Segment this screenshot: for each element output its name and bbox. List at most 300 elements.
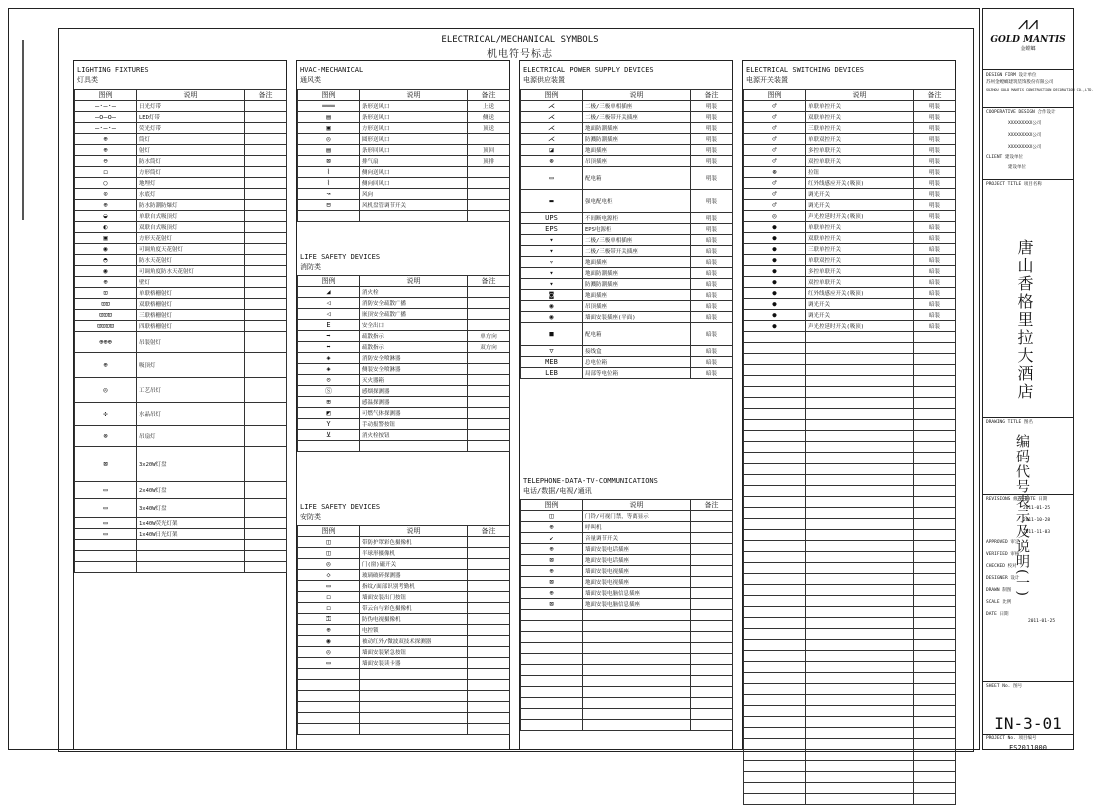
remark-header: 备注: [468, 526, 510, 537]
symbol-description: 侧向送风口: [360, 167, 468, 178]
table-row: [298, 603, 510, 614]
empty-cell: [914, 794, 956, 805]
title-block: [982, 8, 1093, 752]
symbol-icon: ●: [744, 310, 806, 321]
empty-cell: [744, 398, 806, 409]
symbol-description: 总电位箱: [583, 357, 691, 368]
symbol-icon: —·—·—: [75, 123, 137, 134]
table-header-row: [521, 500, 733, 511]
empty-cell: [806, 596, 914, 607]
empty-cell: [521, 720, 583, 731]
remark-header: 备注: [468, 90, 510, 101]
empty-cell: [806, 618, 914, 629]
empty-row: [521, 632, 733, 643]
table-row: [298, 570, 510, 581]
symbol-icon: ●: [744, 321, 806, 332]
empty-row: [298, 713, 510, 724]
security-title-cn: 安防类: [300, 513, 321, 521]
empty-row: [744, 552, 956, 563]
symbol-icon: ◻: [75, 167, 137, 178]
revisions-label: REVISIONS 修改 DATE 日期: [986, 497, 1048, 502]
symbol-remark: 上送: [468, 101, 510, 112]
symbol-description: 2x40W灯盘: [137, 482, 245, 499]
symbol-remark: [245, 499, 287, 518]
table-row: [75, 200, 287, 211]
symbol-description: 带云台与彩色摄像机: [360, 603, 468, 614]
empty-cell: [583, 610, 691, 621]
symbol-remark: [468, 309, 510, 320]
empty-cell: [806, 343, 914, 354]
empty-cell: [744, 508, 806, 519]
symbol-description: 消防安全喷淋器: [360, 353, 468, 364]
table-header-row: [75, 90, 287, 101]
empty-cell: [806, 508, 914, 519]
symbol-description: 三联格栅射灯: [137, 310, 245, 321]
symbol-description: 接线盒: [583, 346, 691, 357]
empty-cell: [691, 665, 733, 676]
empty-row: [521, 665, 733, 676]
symbol-icon: ●: [744, 299, 806, 310]
table-row: [521, 156, 733, 167]
empty-row: [744, 629, 956, 640]
project-name: 唐山香格里拉大酒店: [1015, 239, 1034, 401]
symbol-remark: [245, 156, 287, 167]
empty-cell: [914, 486, 956, 497]
empty-cell: [245, 540, 287, 551]
symbol-remark: [468, 636, 510, 647]
symbol-description: 可燃气体探测器: [360, 408, 468, 419]
symbol-description: 可调角度防水天花射灯: [137, 266, 245, 277]
symbol-remark: 明装: [914, 178, 956, 189]
symbol-description: 单联格栅射灯: [137, 288, 245, 299]
table-row: [521, 301, 733, 312]
lighting-fixtures-column: [73, 60, 287, 750]
symbol-description: 消火栓: [360, 287, 468, 298]
symbol-description: 指纹/面部识别考勤机: [360, 581, 468, 592]
hvac-table: [297, 89, 510, 222]
empty-cell: [521, 687, 583, 698]
symbol-icon: ◎: [298, 647, 360, 658]
empty-cell: [744, 585, 806, 596]
symbol-icon: ▽: [521, 346, 583, 357]
empty-row: [521, 654, 733, 665]
empty-cell: [744, 783, 806, 794]
fire-title-en: LIFE SAFETY DEVICES: [300, 253, 381, 261]
table-header-row: [298, 90, 510, 101]
empty-row: [75, 562, 287, 573]
description-header: 说明: [806, 90, 914, 101]
symbol-remark: [245, 112, 287, 123]
table-row: [75, 447, 287, 482]
empty-row: [521, 610, 733, 621]
symbol-remark: [245, 288, 287, 299]
symbol-description: 吸顶灯: [137, 353, 245, 378]
symbol-icon: ⊕: [521, 588, 583, 599]
revision-1: 2011-01-25: [1023, 506, 1051, 511]
empty-cell: [806, 761, 914, 772]
symbol-icon: ↝: [298, 189, 360, 200]
symbol-description: 墙面安装紧急按钮: [360, 647, 468, 658]
empty-cell: [744, 365, 806, 376]
description-header: 说明: [583, 500, 691, 511]
empty-cell: [914, 739, 956, 750]
table-row: [298, 430, 510, 441]
symbol-description: 双联单控开关: [806, 112, 914, 123]
empty-cell: [245, 551, 287, 562]
symbol-description: 水晶吊灯: [137, 403, 245, 426]
power-title-en: ELECTRICAL POWER SUPPLY DEVICES: [523, 66, 654, 74]
symbol-icon: ◫: [521, 511, 583, 522]
design-firm-label: DESIGN FIRM 设计单位: [986, 73, 1037, 78]
symbol-description: 声光控延时开关(吸顶): [806, 321, 914, 332]
table-row: [75, 321, 287, 332]
design-firm-cn: 苏州金螳螂建筑装饰股份有限公司: [986, 80, 1054, 85]
empty-cell: [468, 680, 510, 691]
symbol-icon: ⋌: [521, 112, 583, 123]
mantis-logo-icon: ⩘⩘: [1017, 13, 1039, 34]
table-row: [521, 555, 733, 566]
symbol-icon: ▤: [298, 112, 360, 123]
symbol-icon: ➡: [298, 331, 360, 342]
symbol-remark: 暗装: [914, 321, 956, 332]
empty-row: [744, 541, 956, 552]
empty-cell: [744, 442, 806, 453]
empty-cell: [691, 698, 733, 709]
symbol-remark: [245, 123, 287, 134]
empty-cell: [914, 684, 956, 695]
symbol-remark: [245, 299, 287, 310]
symbol-description: 方形筒灯: [137, 167, 245, 178]
symbol-description: 被动红外/微波双技术探测器: [360, 636, 468, 647]
table-row: [298, 331, 510, 342]
symbol-remark: 暗装: [691, 357, 733, 368]
symbol-description: 地面安装电话插座: [583, 555, 691, 566]
table-row: [744, 134, 956, 145]
table-row: [298, 559, 510, 570]
symbol-remark: [245, 277, 287, 288]
symbol-remark: 顶送: [468, 123, 510, 134]
table-row: [521, 323, 733, 346]
empty-cell: [914, 563, 956, 574]
empty-cell: [914, 354, 956, 365]
symbol-icon: ▭: [298, 581, 360, 592]
legend-header: 图例: [521, 500, 583, 511]
symbol-description: 侧装安全喷淋器: [360, 364, 468, 375]
empty-cell: [298, 724, 360, 735]
empty-cell: [806, 574, 914, 585]
empty-cell: [744, 640, 806, 651]
symbol-description: 日光灯带: [137, 101, 245, 112]
symbol-remark: [245, 321, 287, 332]
empty-cell: [583, 654, 691, 665]
empty-cell: [806, 475, 914, 486]
symbol-remark: [245, 189, 287, 200]
symbol-description: 二极/三极带开关插座: [583, 112, 691, 123]
empty-cell: [806, 673, 914, 684]
sheet-title-cn: 机电符号标志: [487, 49, 553, 60]
empty-cell: [806, 541, 914, 552]
sheet-number: IN-3-01: [994, 714, 1062, 733]
table-row: [298, 658, 510, 669]
symbol-remark: 暗装: [691, 279, 733, 290]
table-row: [298, 287, 510, 298]
symbol-remark: [245, 145, 287, 156]
empty-cell: [914, 596, 956, 607]
symbol-icon: ▭: [75, 529, 137, 540]
table-row: [75, 426, 287, 447]
empty-cell: [806, 739, 914, 750]
empty-row: [744, 497, 956, 508]
symbol-remark: 暗装: [914, 222, 956, 233]
symbol-remark: [245, 447, 287, 482]
symbol-remark: [468, 614, 510, 625]
empty-cell: [744, 761, 806, 772]
symbol-remark: [468, 298, 510, 309]
empty-cell: [360, 669, 468, 680]
empty-row: [744, 651, 956, 662]
empty-row: [744, 519, 956, 530]
symbol-icon: ⊕: [75, 145, 137, 156]
empty-cell: [914, 475, 956, 486]
description-header: 说明: [360, 276, 468, 287]
symbol-remark: [691, 599, 733, 610]
empty-cell: [744, 695, 806, 706]
symbol-icon: ●: [744, 288, 806, 299]
table-row: [298, 320, 510, 331]
symbol-remark: [468, 603, 510, 614]
empty-cell: [468, 691, 510, 702]
symbol-remark: [245, 518, 287, 529]
symbol-description: 二极/三极单相插座: [583, 101, 691, 112]
symbol-icon: ▬: [521, 190, 583, 213]
empty-cell: [75, 540, 137, 551]
symbol-description: 嵌顶安全疏散广播: [360, 309, 468, 320]
empty-cell: [806, 332, 914, 343]
legend-header: 图例: [744, 90, 806, 101]
lighting-title-cn: 灯具类: [77, 76, 98, 84]
symbol-description: 荧光灯带: [137, 123, 245, 134]
empty-row: [744, 486, 956, 497]
empty-cell: [583, 676, 691, 687]
remark-header: 备注: [914, 90, 956, 101]
symbol-description: 地面安装电视插座: [583, 577, 691, 588]
empty-cell: [806, 651, 914, 662]
symbol-icon: ⋌: [521, 123, 583, 134]
empty-cell: [914, 695, 956, 706]
empty-row: [744, 794, 956, 805]
empty-row: [521, 676, 733, 687]
symbol-description: 灭火器箱: [360, 375, 468, 386]
empty-cell: [691, 610, 733, 621]
empty-cell: [468, 669, 510, 680]
symbol-remark: [245, 211, 287, 222]
symbol-icon: ⊞: [298, 397, 360, 408]
symbol-icon: ◩: [298, 408, 360, 419]
symbol-icon: ◁: [298, 298, 360, 309]
fire-title-cn: 消防类: [300, 263, 321, 271]
symbol-description: 单联单控开关: [806, 101, 914, 112]
table-row: [75, 156, 287, 167]
empty-cell: [744, 662, 806, 673]
symbol-remark: 暗装: [914, 299, 956, 310]
empty-row: [744, 464, 956, 475]
symbol-icon: ⊠: [521, 577, 583, 588]
description-header: 说明: [583, 90, 691, 101]
symbol-description: 防溅防潮插座: [583, 134, 691, 145]
empty-cell: [744, 332, 806, 343]
empty-row: [744, 420, 956, 431]
empty-cell: [914, 332, 956, 343]
empty-cell: [298, 713, 360, 724]
empty-cell: [914, 728, 956, 739]
symbol-description: 调光开关: [806, 299, 914, 310]
symbol-remark: 明装: [914, 134, 956, 145]
symbol-remark: 明装: [914, 145, 956, 156]
symbol-description: 方形送风口: [360, 123, 468, 134]
symbol-icon: ⊡⊡⊡: [75, 310, 137, 321]
table-row: [744, 112, 956, 123]
empty-cell: [521, 610, 583, 621]
empty-cell: [806, 640, 914, 651]
symbol-description: 门(窗)磁开关: [360, 559, 468, 570]
drawing-title-label: DRAWING TITLE 图名: [986, 420, 1033, 425]
symbol-description: 吊顶插座: [583, 301, 691, 312]
symbol-description: 地面插座: [583, 257, 691, 268]
telecom-title-en: TELEPHONE-DATA-TV-COMMUNICATIONS: [523, 477, 658, 485]
logo-wordmark: GOLD MANTIS: [990, 35, 1066, 45]
empty-cell: [744, 607, 806, 618]
empty-cell: [914, 706, 956, 717]
table-row: [744, 233, 956, 244]
table-row: [298, 309, 510, 320]
empty-cell: [468, 713, 510, 724]
empty-cell: [806, 552, 914, 563]
symbol-remark: [468, 320, 510, 331]
empty-cell: [744, 409, 806, 420]
symbol-icon: ⊠: [521, 555, 583, 566]
empty-row: [744, 453, 956, 464]
empty-cell: [744, 618, 806, 629]
table-row: [298, 123, 510, 134]
symbol-remark: [245, 482, 287, 499]
symbol-icon: E: [298, 320, 360, 331]
symbol-remark: [691, 511, 733, 522]
empty-cell: [806, 519, 914, 530]
symbol-remark: 暗装: [691, 323, 733, 346]
table-header-row: [298, 526, 510, 537]
power-supply-column: [519, 60, 733, 750]
symbol-description: 圆形送风口: [360, 134, 468, 145]
empty-cell: [744, 453, 806, 464]
symbol-remark: 暗装: [691, 301, 733, 312]
table-row: [75, 189, 287, 200]
table-row: [744, 145, 956, 156]
symbol-remark: [468, 647, 510, 658]
symbol-description: 单联自式吸顶灯: [137, 211, 245, 222]
table-row: [521, 268, 733, 279]
symbol-icon: ◎: [744, 211, 806, 222]
symbol-icon: ◉: [75, 244, 137, 255]
symbol-remark: [245, 167, 287, 178]
table-row: [521, 246, 733, 257]
symbol-icon: ⊟: [298, 200, 360, 211]
symbol-remark: [691, 566, 733, 577]
symbol-remark: [691, 577, 733, 588]
table-row: [521, 134, 733, 145]
symbol-icon: ⊕: [521, 544, 583, 555]
symbol-description: EPS电源柜: [583, 224, 691, 235]
symbol-remark: 明装: [691, 167, 733, 190]
empty-row: [744, 409, 956, 420]
symbol-description: 调光开关: [806, 310, 914, 321]
symbol-remark: 侧送: [468, 112, 510, 123]
symbol-description: 1x40W日光灯架: [137, 529, 245, 540]
empty-cell: [744, 376, 806, 387]
empty-cell: [75, 562, 137, 573]
empty-cell: [521, 643, 583, 654]
hvac-safety-column: [296, 60, 510, 750]
symbol-remark: [691, 533, 733, 544]
empty-cell: [914, 717, 956, 728]
symbol-remark: [468, 581, 510, 592]
empty-cell: [521, 632, 583, 643]
table-header-row: [298, 276, 510, 287]
symbol-icon: ▾: [521, 235, 583, 246]
empty-row: [744, 761, 956, 772]
empty-cell: [914, 398, 956, 409]
table-row: [521, 511, 733, 522]
empty-cell: [137, 540, 245, 551]
empty-cell: [744, 651, 806, 662]
table-row: [521, 577, 733, 588]
table-row: [298, 625, 510, 636]
symbol-remark: 暗装: [691, 246, 733, 257]
symbol-remark: [691, 588, 733, 599]
symbol-remark: [468, 167, 510, 178]
table-row: [298, 636, 510, 647]
empty-row: [75, 540, 287, 551]
empty-row: [744, 607, 956, 618]
empty-cell: [360, 441, 468, 452]
symbol-remark: [245, 101, 287, 112]
empty-cell: [914, 640, 956, 651]
symbol-remark: [691, 544, 733, 555]
symbol-icon: ◻: [298, 603, 360, 614]
symbol-description: 条形送风口: [360, 101, 468, 112]
symbol-icon: —·—·—: [75, 101, 137, 112]
symbol-remark: 顶回: [468, 145, 510, 156]
empty-row: [744, 662, 956, 673]
table-row: [298, 134, 510, 145]
symbol-remark: 暗装: [691, 268, 733, 279]
symbol-remark: [245, 310, 287, 321]
table-row: [521, 312, 733, 323]
remark-header: 备注: [245, 90, 287, 101]
symbol-remark: [468, 178, 510, 189]
table-row: [298, 167, 510, 178]
empty-cell: [806, 607, 914, 618]
project-number-label: PROJECT No. 项目编号: [986, 736, 1037, 741]
empty-cell: [468, 724, 510, 735]
symbol-icon: ◫: [298, 548, 360, 559]
empty-row: [298, 441, 510, 452]
table-row: [298, 342, 510, 353]
empty-cell: [744, 486, 806, 497]
symbol-description: 条形回风口: [360, 145, 468, 156]
empty-cell: [806, 453, 914, 464]
symbol-description: 防水天花射灯: [137, 255, 245, 266]
table-row: [298, 581, 510, 592]
